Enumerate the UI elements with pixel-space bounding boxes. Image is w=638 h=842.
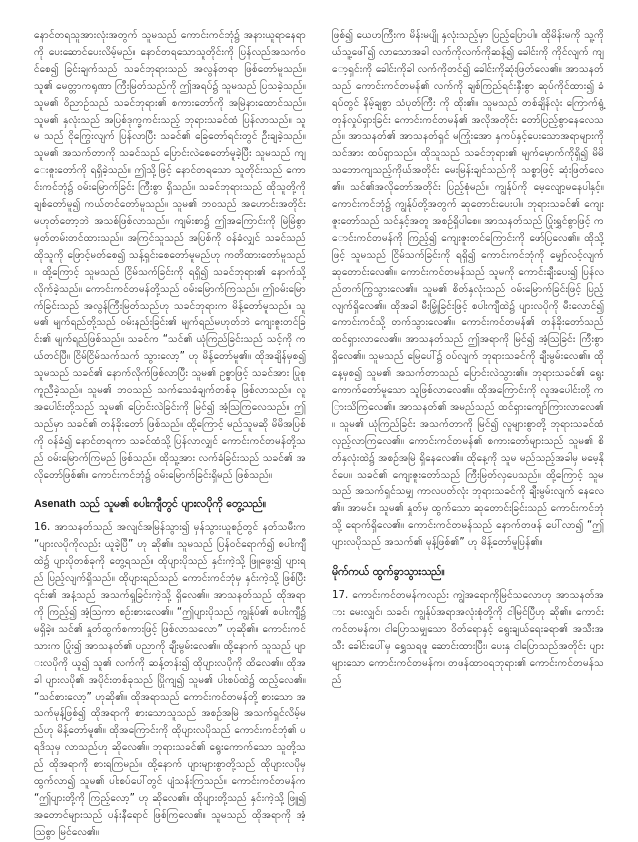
left-column [34, 28, 306, 838]
heading-name-asenath: Asenath [34, 498, 76, 511]
right-paragraph-1: ဖြစ်၍ ယေဟကြီးက မိန်းမပျို နှလုံးသည့်မှာ ပြည့်ပြောပါ။ ထိုမိန်းမကို သူ့ကိုယ်သူ့ဖေါ်၍ လာသောအခါ လက်ကိုလက်ကိုဆန့်၍ ခေါင်းကို ကိုင်လျက် ကျော့ရှင်းကို ခေါင်းကိုခါ လက်ကိုတင်၍ ခေါင်းကိုဆုံးဖြတ်လေ၏။ အာသနတ်သည် ကောင်းကင်တမန်၏ လက်ကို ချစ်ကြည်ရင်းနှီးစွာ ဆုပ်ကိုင်ထား၍ ခံရပ်တွင် နိမ့်ချစွာ သံပုတ်ကြီး ကို ထိုး၏။ သူမသည် တစ်ချိန်လုံး ကြောက်ရွံ့တုန်လှုပ်ရှားခြင်း ကောင်းကင်တမန်၏ အလိုအတိုင်း တော်ပြည့်စွာနေလေသည်။ အာသနတ်၏ အာသနတ်ရှင် မကြုံးအော နှကပ်နှင့်ပေးသောအရာများကို သင်အား ထပ်ရှာသည်။ ထိုသူသည် သခင်ဘုရား၏ မျက်မှောက်ကိုရှိ၍ မိမိသဘောကျသည့်ကိုယ်အတိုင်း မေးမြန်းချင်သည်ကို သစ္စာဖြင့် ဆုံးဖြတ်လေ၏။ သင်၏အလိုတော်အတိုင်း ပြည့်စုံမည်။ ကျွန်ုပ်ကို မေ့လျော့မနေပါနှင့်။ ကောင်းကင်ဘုံ၌ ကျွန်ုပ်တို့အတွက် ဆုတောင်းပေးပါ။ ဘုရားသခင်၏ ကျေးဇူးတော်သည် သင်နှင့်အတူ အစဉ်ရှိပါစေ။ အာသနတ်သည် ပြုံးရွှင်စွာဖြင့် ကောင်းကင်တမန်ကို ကြည့်၍ ကျေးဇူးတင်ကြောင်းကို ဖော်ပြလေ၏။ ထိုသို့ဖြင့် သူမသည် ငြိမ်သက်ခြင်းကို ရရှိ၍ ကောင်းကင်ဘုံကို မျှော်လင့်လျက် ဆုတောင်းလေ၏။ ကောင်းကင်တမန်သည် သူမကို ကောင်းချီးပေး၍ ပြန်လည်တက်ကြွသွားလေ၏။ သူမ၏ စိတ်နှလုံးသည် ဝမ်းမြောက်ခြင်းဖြင့် ပြည့်လျက်ရှိလေ၏။ ထိုအခါ မီးမြှုံခြင်းဖြင့် စပါးကျီထဲ၌ ပျားလပိုကို မီးလောင်၍ ကောင်းကင်သို့ တက်သွားလေ၏။ ကောင်းကင်တမန်၏ တန်ခိုးတော်သည် ထင်ရှားလာလေ၏။ အာသနတ်သည် ဤအရာကို မြင်၍ အံ့ဩခြင်း ကြီးစွာ ရှိလေ၏။ သူမသည် မြေပေါ်၌ ဝပ်လျက် ဘုရားသခင်ကို ချီးမွမ်းလေ၏။ ထိုနေ့မှစ၍ သူမ၏ အသက်တာသည် ပြောင်းလဲသွား၏။ ဘုရားသခင်၏ ရွေးကောက်တော်မူသော သူဖြစ်လာလေ၏။ ထိုအကြောင်းကို လူအပေါင်းတို့ ကြားသိကြလေ၏။ အာသနတ်၏ အမည်သည် ထင်ရှားကျော်ကြားလာလေ၏။ သူမ၏ ယုံကြည်ခြင်း အသက်တာကို မြင်၍ လူများစွာတို့ ဘုရားသခင်ထံ လှည့်လာကြလေ၏။ ကောင်းကင်တမန်၏ စကားတော်များသည် သူမ၏ စိတ်နှလုံးထဲ၌ အစဉ်အမြဲ ရှိနေလေ၏။ ထိုနေ့ကို သူမ မည်သည့်အခါမှ မမေ့နိုင်ပေ။ သခင်၏ ကျေးဇူးတော်သည် ကြီးမြတ်လှပေသည်။ ထို့ကြောင့် သူမသည် အသက်ရှင်သမျှ ကာလပတ်လုံး ဘုရားသခင်ကို ချီးမွမ်းလျက် နေလေ၏။ အာမင်။ သူမ၏ နှုတ်မှ ထွက်သော ဆုတောင်းခြင်းသည် ကောင်းကင်ဘုံသို့ ရောက်ရှိလေ၏။ ကောင်းကင်တမန်သည် နောက်တဖန် ပေါ်လာ၍ “ဤပျားလပိုသည် အသက်၏ မုန့်ဖြစ်၏” ဟု မိန့်တော်မူပြန်၏။ [332, 30, 604, 549]
section-heading-michael-departs: မိုက်ကယ် ထွက်ခွာသွားသည်။ [332, 566, 445, 579]
left-paragraph-2: 16. အာသနတ်သည် အလျင်အမြန်သွား၍ မှန်သွားယူစဉ်တွင် နတ်သမီးက “ပျားလပိုကိုလည်း ယူခဲ့ပြီ” ဟု ဆို၏။ သူမသည် ပြန်ဝင်ရောက်၍ စပါးကျီထဲ၌ ပျားပိုတစ်ခုကို တွေ့ရသည်။ ထိုပျားပိုသည် နှင်းကဲ့သို့ ဖြူဖွေး၍ ပျားရည် ပြည့်လျက်ရှိသည်။ ထိုပျားရည်သည် ကောင်းကင်ဘုံမှ နှင်းကဲ့သို့ ဖြစ်ပြီး ၎င်း၏ အနံ့သည် အသက်ရှုခြင်းကဲ့သို့ ရှိလေ၏။ အာသနတ်သည် ထိုအရာကို ကြည့်၍ အံ့ဩကာ စဉ်းစားလေ၏။ “ဤပျားပိုသည် ကျွန်ုပ်၏ စပါးကျီ၌ မရှိခဲ့။ သင်၏ နှုတ်ထွက်စကားဖြင့် ဖြစ်လာသလော” ဟုဆို၏။ ကောင်းကင်သားက ပြုံး၍ အာသနတ်၏ ပညာကို ချီးမွမ်းလေ၏။ ထို့နောက် သူသည် ပျားလပိုကို ယူ၍ သူ၏ လက်ကို ဆန့်တန်း၍ ထိုပျားလပိုကို ထိလေ၏။ ထိုအခါ ပျားလပို၏ အပိုင်းတစ်ခုသည် ပြိုကျ၍ သူမ၏ ပါးစပ်ထဲ၌ ထည့်လေ၏။ “သင်စားလော့” ဟုဆို၏။ ထိုအရာသည် ကောင်းကင်တမန်တို့ စားသော အသက်မုန့်ဖြစ်၍ ထိုအရာကို စားသောသူသည် အစဉ်အမြဲ အသက်ရှင်လိမ့်မည်ဟု မိန့်တော်မူ၏။ ထိုအကြောင်းကို ထိုပျားလပိုသည် ကောင်းကင်ဘုံ၏ ပရဒိသုမှ လာသည်ဟု ဆိုလေ၏။ ဘုရားသခင်၏ ရွေးကောက်သော သူတို့သည် ထိုအရာကို စားရကြမည်။ ထို့နောက် ပျားများစွာတို့သည် ထိုပျားလပိုမှ ထွက်လာ၍ သူမ၏ ပါးစပ်ပေါ်တွင် ပျံသန်းကြသည်။ ကောင်းကင်တမန်က “ဤပျားတို့ကို ကြည့်လော့” ဟု ဆိုလေ၏။ ထိုပျားတို့သည် နှင်းကဲ့သို့ ဖြူ၍ အတောင်များသည် ပန်းနီရောင် ဖြစ်ကြလေ၏။ သူမသည် ထိုအရာကို အံ့ဩစွာ မြင်လေ၏။ [34, 522, 306, 838]
right-column [332, 28, 604, 796]
section-heading-asenath-honeycomb [34, 496, 306, 512]
heading-text: သည် သူမ၏ စပါးကျီတွင် ပျားလပိုကို တွေ့သည်။ [75, 498, 267, 511]
left-paragraph-1: နောင်တရသူအားလုံးအတွက် သူမသည် ကောင်းကင်ဘုံ၌ အနားယူရာနေရာကို ပေးဆောင်ပေးလိမ့်မည်။ နောင်တရသောသူတိုင်းကို ပြန်လည်အသက်ဝင်စေ၍ ခြင်းချက်သည် သခင်ဘုရားသည် အလွန်တရာ ဖြစ်တော်မူသည်။ သူ၏ မေတ္တာကရုဏာ ကြီးမြတ်သည်ကို ဤအရပ်၌ သူမသည် ပြသခဲ့သည်။ သူမ၏ ဝိညာဉ်သည် သခင်ဘုရား၏ စကားတော်ကို အမြဲနားထောင်သည်။ သူမ၏ နှလုံးသည် အပြစ်ဒုက္ခကင်းသည့် ဘုရားသခင်ထံ ပြန်လာသည်။ သူမ သည် ငိုကြွေးလျက် ပြန်လာပြီး သခင်၏ ခြေတော်ရင်းတွင် ဦးချခဲ့သည်။ သူမ၏ အသက်တာကို သခင်သည် ပြောင်းလဲစေတော်မူခဲ့ပြီး သူမသည် ကျေးဇူးတော်ကို ရရှိခဲ့သည်။ ဤသို့ဖြင့် နောင်တရသော သူတိုင်းသည် ကောင်းကင်ဘုံ၌ ဝမ်းမြောက်ခြင်း ကြီးစွာ ရှိသည်။ သခင်ဘုရားသည် ထိုသူတို့ကို ချစ်တော်မူ၍ ကယ်တင်တော်မူသည်။ သူမ၏ ဘဝသည် အဟောင်းအတိုင်း မဟုတ်တော့ဘဲ အသစ်ဖြစ်လာသည်။ ကျမ်းစာ၌ ဤအကြောင်းကို မြဲမြံစွာ မှတ်တမ်းတင်ထားသည်။ အကြင်သူသည် အပြစ်ကို ဝန်ခံလျှင် သခင်သည် ထိုသူကို ဖြောင့်မတ်စေ၍ သန့်ရှင်းစေတော်မူမည်ဟု ကတိထားတော်မူသည်။ ထို့ကြောင့် သူမသည် ငြိမ်သက်ခြင်းကို ရရှိ၍ သခင်ဘုရား၏ နောက်သို့ လိုက်ခဲ့သည်။ ကောင်းကင်တမန်တို့သည် ဝမ်းမြောက်ကြသည်။ ဤဝမ်းမြောက်ခြင်းသည် အလွန်ကြီးမြတ်သည်ဟု သခင်ဘုရားက မိန့်တော်မူသည်။ သူမ၏ မျက်ရည်တို့သည် ဝမ်းနည်းခြင်း၏ မျက်ရည်မဟုတ်ဘဲ ကျေးဇူးတင်ခြင်း၏ မျက်ရည်ဖြစ်သည်။ သခင်က “သင်၏ ယုံကြည်ခြင်းသည် သင့်ကို ကယ်တင်ပြီ။ ငြိမ်ငြိမ်သက်သက် သွားလော့” ဟု မိန့်တော်မူ၏။ ထိုအချိန်မှစ၍ သူမသည် သခင်၏ နောက်လိုက်ဖြစ်လာပြီး သူမ၏ ဥစ္စာဖြင့် သခင်အား ပြုစုကူညီခဲ့သည်။ သူမ၏ ဘဝသည် သက်သေခံချက်တစ်ခု ဖြစ်လာသည်။ လူအပေါင်းတို့သည် သူမ၏ ပြောင်းလဲခြင်းကို မြင်၍ အံ့ဩကြလေသည်။ ဤသည်မှာ သခင်၏ တန်ခိုးတော် ဖြစ်သည်။ ထို့ကြောင့် မည်သူမဆို မိမိအပြစ်ကို ဝန်ခံ၍ နောင်တရကာ သခင်ထံသို့ ပြန်လာလျှင် ကောင်းကင်တမန်တို့သည် ဝမ်းမြောက်ကြမည် ဖြစ်သည်။ ထိုသူ့အား လက်ခံခြင်းသည် သခင်၏ အလိုတော်ဖြစ်၏။ ကောင်းကင်ဘုံ၌ ဝမ်းမြောက်ခြင်းရှိမည် ဖြစ်သည်။ [34, 30, 306, 481]
right-paragraph-2: 17. ကောင်းကင်တမန်ကလည်း ကျွဲအရောကိုမြင်သလောဟု အာသနတ်အား မေးလျှင်၊ သခင်၊ ကျွန်ုပ်အရာအလုံးစုံတို့ကို ငါမြင်ပြီဟု ဆို၏။ ကောင်းကင်တမန်က၊ ငါပြောသမျှသော ဝိတ်ရောနှင့် ရွေးချယ်ရေးခရာ၏ အသီးအသီး ခေါင်းပေါ်မှ ရွှေသရဖူ ဆောင်းထားပြီး၊ ပေးနှ ငါပြောသည်အတိုင်း ပျားများသော ကောင်းကင်တမန်က၊ တဖန်ထာဝရဘုရား၏ ကောင်းကင်တမန်သည် [332, 590, 604, 686]
